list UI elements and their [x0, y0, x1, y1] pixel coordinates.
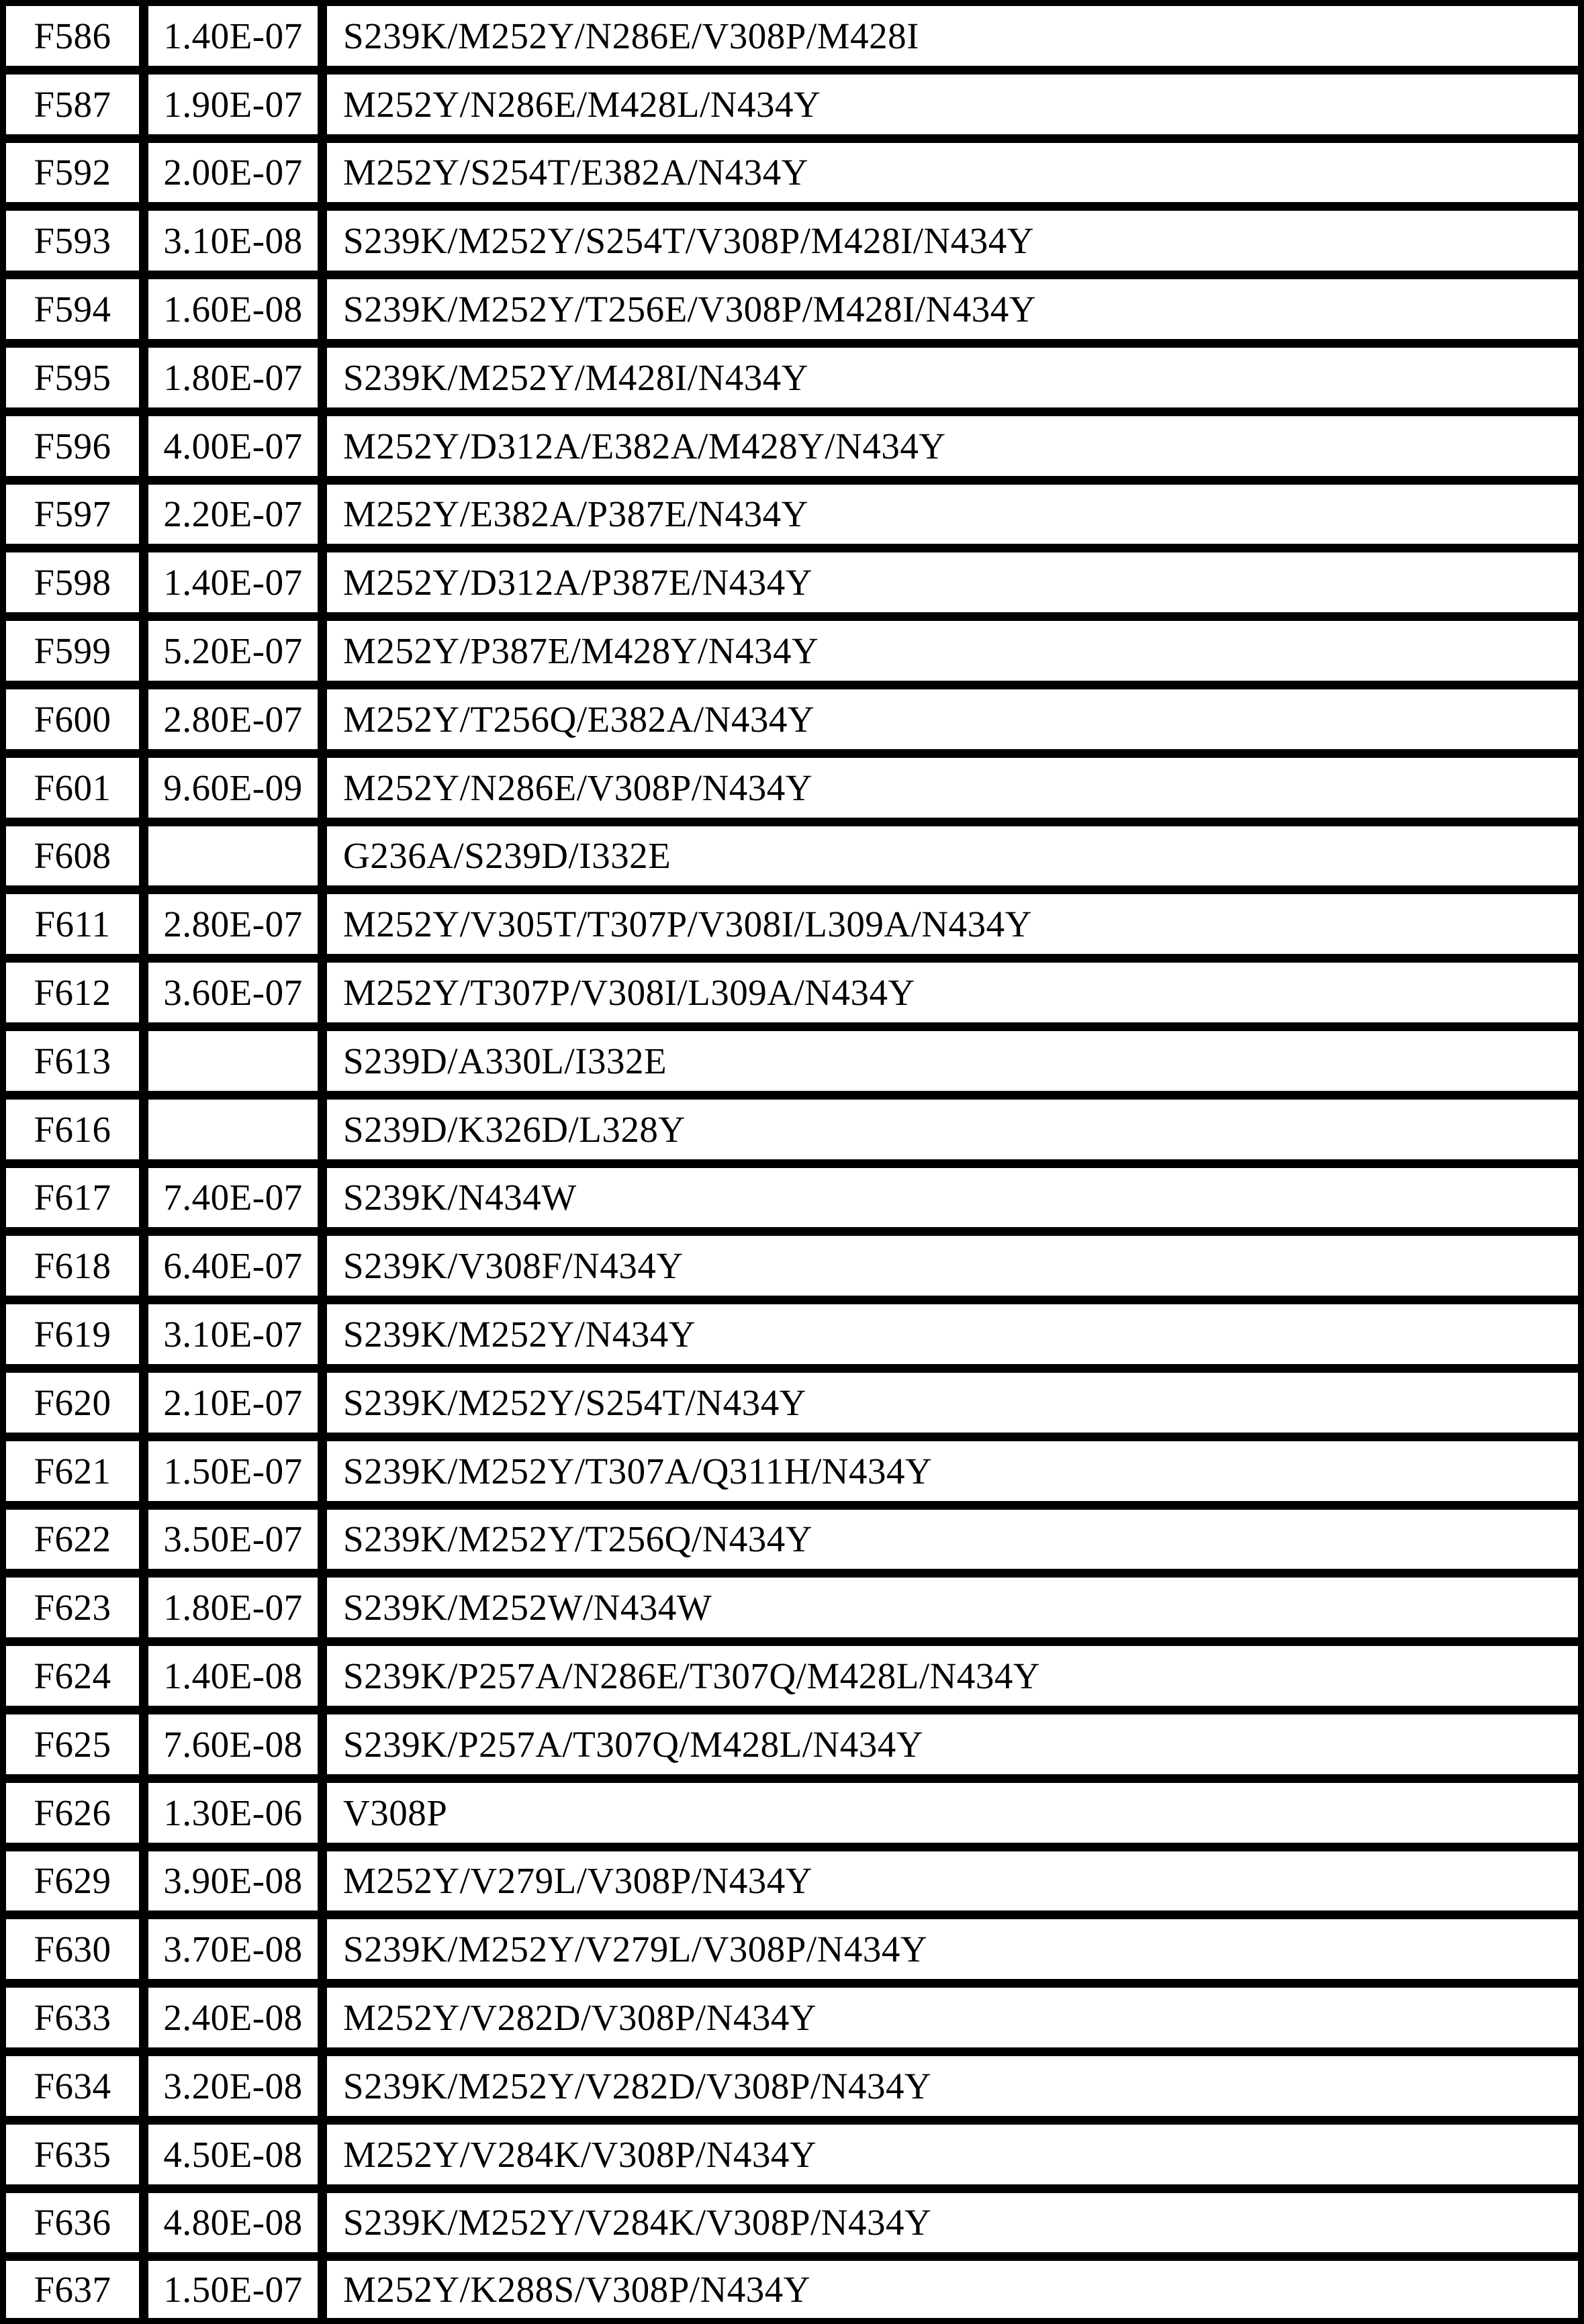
kd-value-cell: 3.20E-08 [148, 2056, 327, 2125]
table-row [6, 1441, 1578, 1510]
kd-value-cell: 7.40E-07 [148, 1168, 327, 1237]
mutations-cell: S239K/M252Y/N434Y [327, 1304, 1578, 1373]
table-row [6, 1714, 1578, 1783]
kd-value-cell: 2.80E-07 [148, 894, 327, 963]
variant-id-cell: F586 [6, 6, 148, 75]
variant-id-cell: F608 [6, 826, 148, 895]
mutations-cell: S239K/M252Y/V284K/V308P/N434Y [327, 2193, 1578, 2262]
variant-id-cell: F629 [6, 1851, 148, 1920]
variant-id-cell: F622 [6, 1510, 148, 1578]
kd-value-cell: 1.50E-07 [148, 2261, 327, 2318]
variant-id-cell: F624 [6, 1646, 148, 1714]
mutations-cell: S239K/M252Y/V282D/V308P/N434Y [327, 2056, 1578, 2125]
variant-id-cell: F597 [6, 485, 148, 553]
table-row [6, 348, 1578, 416]
variant-id-cell: F621 [6, 1441, 148, 1510]
kd-value-cell: 3.70E-08 [148, 1919, 327, 1988]
kd-value-cell: 4.80E-08 [148, 2193, 327, 2262]
mutations-cell: M252Y/T256Q/E382A/N434Y [327, 689, 1578, 758]
kd-value-cell: 2.40E-08 [148, 1988, 327, 2056]
mutations-cell: S239K/M252Y/T256E/V308P/M428I/N434Y [327, 279, 1578, 348]
table-row [6, 1031, 1578, 1100]
kd-value-cell: 1.50E-07 [148, 1441, 327, 1510]
table-row [6, 2125, 1578, 2193]
mutations-cell: S239K/P257A/N286E/T307Q/M428L/N434Y [327, 1646, 1578, 1714]
variant-id-cell: F600 [6, 689, 148, 758]
table-row [6, 621, 1578, 689]
variant-id-cell: F596 [6, 416, 148, 485]
mutations-cell: S239K/M252Y/S254T/N434Y [327, 1373, 1578, 1441]
table-row [6, 2193, 1578, 2262]
variant-id-cell: F623 [6, 1578, 148, 1646]
table-row [6, 485, 1578, 553]
table-row [6, 552, 1578, 621]
table-row [6, 1578, 1578, 1646]
table-row [6, 2261, 1578, 2318]
mutations-cell: S239K/N434W [327, 1168, 1578, 1237]
variant-id-cell: F618 [6, 1236, 148, 1304]
table-row [6, 1373, 1578, 1441]
kd-value-cell: 4.00E-07 [148, 416, 327, 485]
mutations-cell: S239K/M252Y/M428I/N434Y [327, 348, 1578, 416]
mutations-cell: M252Y/V279L/V308P/N434Y [327, 1851, 1578, 1920]
table-row [6, 416, 1578, 485]
mutations-cell: M252Y/V305T/T307P/V308I/L309A/N434Y [327, 894, 1578, 963]
mutations-cell: S239K/M252W/N434W [327, 1578, 1578, 1646]
kd-value-cell: 1.40E-07 [148, 6, 327, 75]
mutations-cell: M252Y/P387E/M428Y/N434Y [327, 621, 1578, 689]
mutations-cell: M252Y/D312A/P387E/N434Y [327, 552, 1578, 621]
table-row [6, 689, 1578, 758]
mutations-cell: S239K/V308F/N434Y [327, 1236, 1578, 1304]
kd-value-cell: 3.10E-08 [148, 211, 327, 279]
kd-value-cell: 5.20E-07 [148, 621, 327, 689]
variant-id-cell: F617 [6, 1168, 148, 1237]
variant-id-cell: F630 [6, 1919, 148, 1988]
kd-value-cell: 1.40E-08 [148, 1646, 327, 1714]
kd-value-cell: 2.00E-07 [148, 143, 327, 211]
kd-value-cell: 3.50E-07 [148, 1510, 327, 1578]
table-row [6, 1851, 1578, 1920]
table-row [6, 1304, 1578, 1373]
kd-value-cell: 1.40E-07 [148, 552, 327, 621]
table-row [6, 963, 1578, 1031]
mutations-cell: M252Y/S254T/E382A/N434Y [327, 143, 1578, 211]
variant-id-cell: F594 [6, 279, 148, 348]
kd-value-cell: 1.80E-07 [148, 1578, 327, 1646]
variant-id-cell: F635 [6, 2125, 148, 2193]
kd-value-cell [148, 1100, 327, 1168]
table-row [6, 1919, 1578, 1988]
mutations-cell: G236A/S239D/I332E [327, 826, 1578, 895]
mutations-cell: S239K/M252Y/S254T/V308P/M428I/N434Y [327, 211, 1578, 279]
variant-id-cell: F620 [6, 1373, 148, 1441]
mutations-cell: M252Y/D312A/E382A/M428Y/N434Y [327, 416, 1578, 485]
variant-id-cell: F601 [6, 758, 148, 826]
kd-value-cell: 2.10E-07 [148, 1373, 327, 1441]
kd-value-cell: 4.50E-08 [148, 2125, 327, 2193]
mutations-cell: S239K/M252Y/V279L/V308P/N434Y [327, 1919, 1578, 1988]
table-row [6, 1988, 1578, 2056]
mutations-cell: M252Y/N286E/V308P/N434Y [327, 758, 1578, 826]
variant-id-cell: F599 [6, 621, 148, 689]
variant-id-cell: F634 [6, 2056, 148, 2125]
variant-id-cell: F592 [6, 143, 148, 211]
variant-id-cell: F636 [6, 2193, 148, 2262]
variant-id-cell: F619 [6, 1304, 148, 1373]
table-row [6, 1783, 1578, 1851]
table-row [6, 211, 1578, 279]
variant-id-cell: F587 [6, 75, 148, 143]
mutations-cell: M252Y/V282D/V308P/N434Y [327, 1988, 1578, 2056]
table-row [6, 2056, 1578, 2125]
variant-id-cell: F633 [6, 1988, 148, 2056]
table-row [6, 6, 1578, 75]
mutations-cell: S239K/M252Y/T307A/Q311H/N434Y [327, 1441, 1578, 1510]
variant-id-cell: F613 [6, 1031, 148, 1100]
mutations-cell: M252Y/T307P/V308I/L309A/N434Y [327, 963, 1578, 1031]
kd-value-cell: 3.10E-07 [148, 1304, 327, 1373]
table-row [6, 826, 1578, 895]
table-row [6, 1646, 1578, 1714]
table-row [6, 143, 1578, 211]
variant-id-cell: F611 [6, 894, 148, 963]
table-row [6, 758, 1578, 826]
mutations-cell: M252Y/V284K/V308P/N434Y [327, 2125, 1578, 2193]
mutations-cell: S239D/A330L/I332E [327, 1031, 1578, 1100]
table-row [6, 894, 1578, 963]
mutations-cell: M252Y/K288S/V308P/N434Y [343, 2269, 811, 2311]
table-row [6, 75, 1578, 143]
variant-id-cell: F593 [6, 211, 148, 279]
variant-id-cell: F595 [6, 348, 148, 416]
kd-value-cell: 3.60E-07 [148, 963, 327, 1031]
mutations-cell: S239K/P257A/T307Q/M428L/N434Y [327, 1714, 1578, 1783]
kd-value-cell: 2.20E-07 [148, 485, 327, 553]
mutations-cell: M252Y/N286E/M428L/N434Y [327, 75, 1578, 143]
table-row [6, 1236, 1578, 1304]
table-row [6, 279, 1578, 348]
mutations-cell: S239K/M252Y/N286E/V308P/M428I [327, 6, 1578, 75]
kd-value-cell: 2.80E-07 [148, 689, 327, 758]
table-row [6, 1510, 1578, 1578]
kd-value-cell: 1.30E-06 [148, 1783, 327, 1851]
mutations-cell: V308P [327, 1783, 1578, 1851]
table-body [6, 6, 1578, 2318]
table-row [6, 1100, 1578, 1168]
kd-value-cell: 1.60E-08 [148, 279, 327, 348]
kd-value-cell [148, 826, 327, 895]
mutations-cell: S239K/M252Y/T256Q/N434Y [327, 1510, 1578, 1578]
kd-value-cell [148, 1031, 327, 1100]
variant-id-cell: F626 [6, 1783, 148, 1851]
kd-value-cell: 1.80E-07 [148, 348, 327, 416]
variant-id-cell: F625 [6, 1714, 148, 1783]
kd-value-cell: 1.90E-07 [148, 75, 327, 143]
kd-value-cell: 7.60E-08 [148, 1714, 327, 1783]
mutations-cell: S239D/K326D/L328Y [327, 1100, 1578, 1168]
table-row [6, 1168, 1578, 1237]
variant-id-cell: F616 [6, 1100, 148, 1168]
mutations-cell: M252Y/E382A/P387E/N434Y [327, 485, 1578, 553]
kd-value-cell: 6.40E-07 [148, 1236, 327, 1304]
variant-id-cell: F598 [6, 552, 148, 621]
variant-id-cell: F637 [6, 2261, 148, 2318]
variant-id-cell: F612 [6, 963, 148, 1031]
kd-value-cell: 9.60E-09 [148, 758, 327, 826]
kd-value-cell: 3.90E-08 [148, 1851, 327, 1920]
